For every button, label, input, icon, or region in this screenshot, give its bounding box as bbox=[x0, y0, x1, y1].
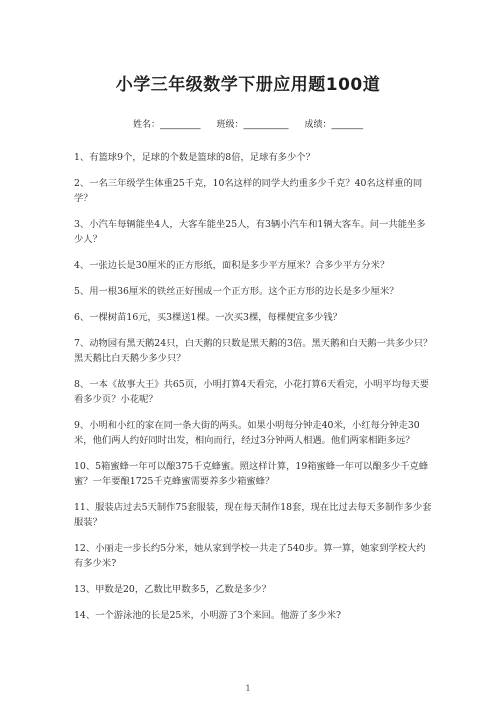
question-item: 12、小丽走一步长约5分米，她从家到学校一共走了540步。算一算，她家到学校大约有多少米? bbox=[74, 543, 426, 569]
question-item: 10、5箱蜜蜂一年可以酿375千克蜂蜜。照这样计算，19箱蜜蜂一年可以酿多少千克蜂蜜？一年要酿1725千克蜂蜜需要养多少箱蜜蜂？ bbox=[74, 461, 429, 487]
student-info-line bbox=[0, 117, 496, 130]
page-number: 1 bbox=[245, 684, 251, 693]
score-field: 成绩：_______ bbox=[304, 120, 364, 130]
question-item: 3、小汽车每辆能坐4人，大客车能坐25人，有3辆小汽车和1辆大客车。问一共能坐多少人？ bbox=[74, 219, 426, 245]
question-item: 8、一本《故事大王》共65页，小明打算4天看完，小花打算6天看完，小明平均每天要看多少页？小花呢？ bbox=[74, 379, 429, 405]
question-item: 7、动物园有黑天鹅24只，白天鹅的只数是黑天鹅的3倍。黑天鹅和白天鹅一共多少只？黑天鹅比白天鹅少多少只？ bbox=[74, 338, 433, 364]
page-title: 小学三年级数学下册应用题100道 bbox=[115, 75, 381, 95]
question-item: 14、一个游泳池的长是25米，小明游了3个来回。他游了多少米? bbox=[74, 610, 341, 621]
question-item: 13、甲数是20，乙数比甲数多5，乙数是多少？ bbox=[74, 584, 271, 595]
name-field: 姓名：_________ bbox=[132, 120, 201, 130]
class-field: 班级：__________ bbox=[216, 120, 289, 130]
question-item: 5、用一根36厘米的铁丝正好围成一个正方形。这个正方形的边长是多少厘米？ bbox=[74, 286, 399, 297]
question-item: 6、一棵树苗16元，买3棵送1棵。一次买3棵，每棵便宜多少钱？ bbox=[74, 312, 342, 323]
question-item: 11、服装店过去5天制作75套服装，现在每天制作18套，现在比过去每天多制作多少套服装？ bbox=[74, 502, 432, 528]
question-list bbox=[74, 150, 434, 634]
question-item: 9、小明和小红的家在同一条大街的两头。如果小明每分钟走40米，小红每分钟走30米，他们两人约好同时出发，相向而行，经过3分钟两人相遇。他们两家相距多远？ bbox=[74, 420, 420, 446]
question-item: 4、一张边长是30厘米的正方形纸，面积是多少平方厘米？合多少平方分米？ bbox=[74, 260, 390, 271]
question-item: 2、一名三年级学生体重25千克，10名这样的同学大约重多少千克？40名这样重的同学？ bbox=[74, 178, 423, 204]
question-item: 1、有篮球9个，足球的个数是篮球的8倍，足球有多少个？ bbox=[74, 152, 315, 163]
